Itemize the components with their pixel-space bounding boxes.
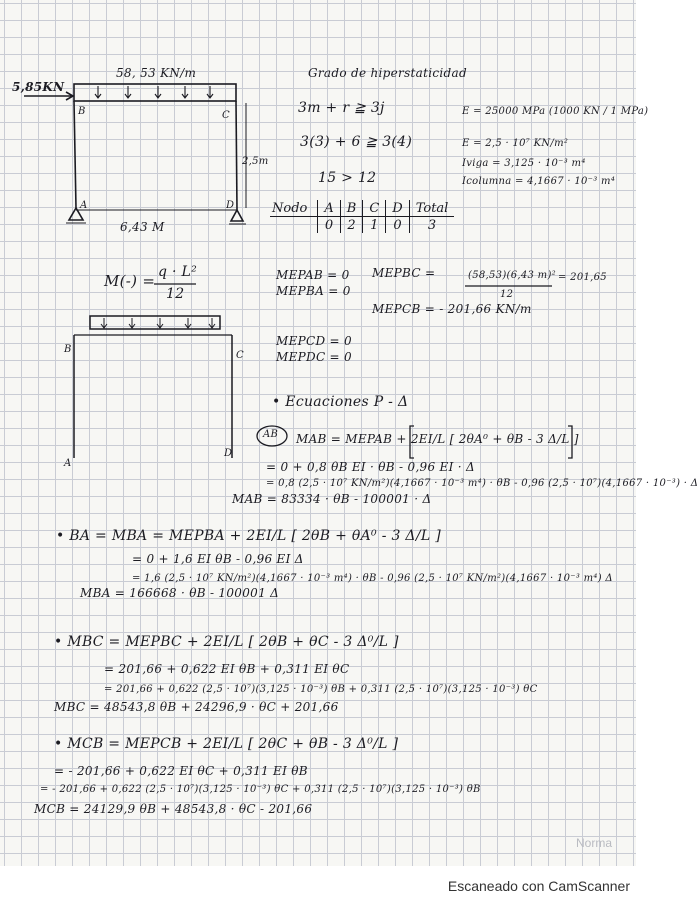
node-c-label: C	[222, 110, 230, 121]
load-arrows	[95, 86, 213, 98]
scanner-watermark: Escaneado con CamScanner	[447, 878, 630, 894]
mepbc-result: = 201,65	[558, 272, 607, 283]
span-label: 6,43 M	[120, 220, 165, 234]
eq-ab-line-1: MAB = MEPAB + 2EI/L [ 2θA⁰ + θB - 3 Δ/L ]	[296, 432, 579, 446]
mepcd: MEPCD = 0	[276, 334, 352, 348]
nodes-cell: 0	[318, 217, 340, 234]
inertia-column: Icolumna = 4,1667 · 10⁻³ m⁴	[462, 176, 616, 187]
nodes-header-cell: D	[386, 200, 409, 217]
height-label: 2,5m	[242, 156, 269, 167]
fem-formula-denominator: 12	[166, 286, 185, 302]
nodes-header-cell: A	[318, 200, 340, 217]
fem-formula-numerator: q · L²	[158, 264, 198, 280]
eq-ba-line-3: = 1,6 (2,5 · 10⁷ KN/m²)(4,1667 · 10⁻³ m⁴) · θB - 0,96 (2,5 · 10⁷ KN/m²)(4,1667 · 10⁻³ m⁴) Δ	[132, 573, 613, 584]
equation-1: 3m + r ≧ 3j	[298, 100, 385, 116]
eq-ab-result: MAB = 83334 · θB - 100001 · Δ	[232, 492, 432, 506]
eq-bc-line-2: = 201,66 + 0,622 EI θB + 0,311 EI θC	[104, 662, 350, 676]
mepba: MEPBA = 0	[276, 284, 351, 298]
mepab: MEPAB = 0	[276, 268, 350, 282]
frame-diagram-2	[74, 316, 232, 458]
nodes-header-cell: B	[340, 200, 363, 217]
eq-cb-line-1: • MCB = MEPCB + 2EI/L [ 2θC + θB - 3 Δ⁰/L ]	[54, 736, 399, 752]
eq-bc-result: MBC = 48543,8 θB + 24296,9 · θC + 201,66	[54, 700, 339, 714]
eq-ba-line-1: • BA = MBA = MEPBA + 2EI/L [ 2θB + θA⁰ - 3 Δ/L ]	[56, 528, 441, 544]
node-d2-label: D	[224, 448, 233, 459]
nodes-header-cell: Total	[409, 200, 454, 217]
mepdc: MEPDC = 0	[276, 350, 352, 364]
equations-title: • Ecuaciones P - Δ	[272, 394, 409, 410]
mepbc-numerator: (58,53)(6,43 m)²	[468, 270, 556, 281]
support-d-icon	[229, 210, 246, 224]
eq-ab-line-2: = 0 + 0,8 θB EI · θB - 0,96 EI · Δ	[266, 460, 475, 474]
frame-diagram-1	[24, 84, 246, 224]
nodes-cell	[270, 217, 318, 234]
ab-tag: AB	[263, 429, 279, 440]
modulus-2: E = 2,5 · 10⁷ KN/m²	[462, 138, 569, 149]
fem-formula-label: M(-) =	[104, 272, 156, 290]
node-a2-label: A	[64, 458, 72, 469]
modulus-1: E = 25000 MPa (1000 KN / 1 MPa)	[462, 106, 649, 117]
equation-2: 3(3) + 6 ≧ 3(4)	[300, 134, 413, 150]
node-b2-label: B	[64, 344, 72, 355]
node-a-label: A	[80, 200, 88, 211]
load-arrows-2	[101, 318, 215, 328]
eq-cb-line-3: = - 201,66 + 0,622 (2,5 · 10⁷)(3,125 · 10⁻³) θC + 0,311 (2,5 · 10⁷)(3,125 · 10⁻³) θB	[40, 784, 481, 795]
eq-ab-line-3: = 0,8 (2,5 · 10⁷ KN/m²)(4,1667 · 10⁻³ m⁴) · θB - 0,96 (2,5 · 10⁷)(4,1667 · 10⁻³) · Δ	[266, 478, 698, 489]
eq-ba-result: MBA = 166668 · θB - 100001 Δ	[80, 586, 280, 600]
mepbc-label: MEPBC =	[372, 266, 436, 280]
fraction-bars	[154, 284, 552, 286]
eq-bc-line-1: • MBC = MEPBC + 2EI/L [ 2θB + θC - 3 Δ⁰/L ]	[54, 634, 399, 650]
nodes-cell: 1	[363, 217, 386, 234]
node-d-label: D	[226, 200, 235, 211]
nodes-table-row	[270, 217, 454, 234]
nodes-header-cell: C	[363, 200, 386, 217]
eq-cb-line-2: = - 201,66 + 0,622 EI θC + 0,311 EI θB	[54, 764, 308, 778]
nodes-header-cell: Nodo	[270, 200, 318, 217]
page-title: Grado de hiperstaticidad	[308, 66, 467, 80]
node-c2-label: C	[236, 350, 244, 361]
column-ab	[74, 101, 76, 208]
nodes-cell: 3	[427, 217, 437, 233]
loaded-beam-2	[90, 316, 220, 329]
mepcb: MEPCB = - 201,66 KN/m	[372, 302, 532, 316]
distributed-load-label: 58, 53 KN/m	[116, 66, 197, 80]
nodes-cell: 0	[386, 217, 409, 234]
equation-3: 15 > 12	[318, 170, 377, 186]
node-b-label: B	[78, 106, 86, 117]
notebook-brand: Norma	[575, 836, 612, 850]
eq-cb-result: MCB = 24129,9 θB + 48543,8 · θC - 201,66	[34, 802, 313, 816]
nodes-table-header	[270, 200, 454, 217]
eq-bc-line-3: = 201,66 + 0,622 (2,5 · 10⁷)(3,125 · 10⁻³) θB + 0,311 (2,5 · 10⁷)(3,125 · 10⁻³) θC	[104, 684, 538, 695]
nodes-cell: 2	[340, 217, 363, 234]
column-cd	[236, 101, 237, 210]
scanner-footer	[0, 866, 636, 901]
mepbc-denominator: 12	[500, 289, 514, 300]
eq-ba-line-2: = 0 + 1,6 EI θB - 0,96 EI Δ	[132, 552, 304, 566]
lateral-load-label: 5,85KN	[12, 80, 65, 94]
nodes-table	[270, 200, 454, 233]
inertia-beam: Iviga = 3,125 · 10⁻³ m⁴	[462, 158, 586, 169]
